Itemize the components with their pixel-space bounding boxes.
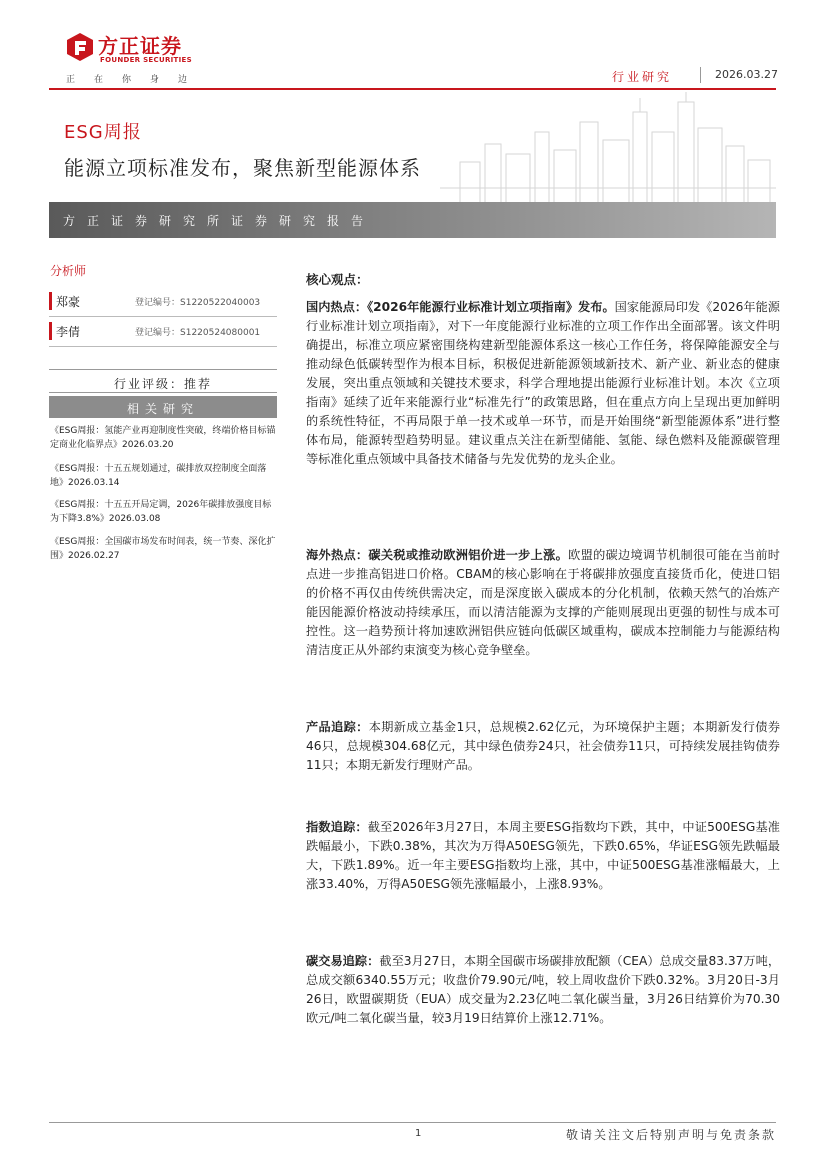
section-body: 截至3月27日，本期全国碳市场碳排放配额（CEA）总成交量83.37万吨，总成交额6340.55万元；收盘价79.90元/吨，较上周收盘价下跌0.32%。3月20日-3月26日，欧盟碳期货（EUA）成交量为2.23亿吨二氧化碳当量，3月26日结算价为70.30欧元/吨二氧化碳当量，较3月19日结算价上涨12.71%。	[306, 954, 781, 1025]
analyst-divider	[49, 316, 277, 317]
city-skyline-illustration	[440, 92, 776, 204]
section-domestic-hotspot	[306, 298, 780, 469]
section-lead: 碳交易追踪：	[306, 954, 380, 968]
related-report-link[interactable]: 《ESG周报：氢能产业再迎制度性突破，终端价格目标锚定商业化临界点》2026.03.20	[50, 426, 276, 450]
related-report-link[interactable]: 《ESG周报：十五五规划通过，碳排放双控制度全面落地》2026.03.14	[50, 464, 267, 488]
analyst-divider	[49, 346, 277, 347]
analyst-heading: 分析师	[50, 264, 87, 278]
slogan: 正在你身边	[66, 75, 207, 85]
section-lead: 指数追踪：	[306, 820, 368, 834]
section-overseas-hotspot	[306, 546, 780, 660]
section-body: 本期新成立基金1只，总规模2.62亿元，为环境保护主题；本期新发行债券46只，总规模304.68亿元，其中绿色债券24只，社会债券11只，可持续发展挂钩债券11只；本期无新发行理财产品。	[306, 720, 781, 772]
disclaimer-note: 敬请关注文后特别声明与免责条款	[565, 1128, 776, 1142]
report-date: 2026.03.27	[715, 68, 778, 81]
related-report-link[interactable]: 《ESG周报：全国碳市场发布时间表，统一节奏、深化扩围》2026.02.27	[50, 537, 276, 561]
logo-chinese-name: 方正证券	[98, 34, 182, 58]
page-number: 1	[415, 1128, 422, 1139]
header-separator	[700, 67, 701, 83]
section-body: 国家能源局印发《2026年能源行业标准计划立项指南》，对下一年度能源行业标准的立项工作作出全面部署。该文件明确提出，标准立项应紧密围绕构建新型能源体系这一核心工作任务，将保障能源安全与推动绿色低碳转型作为根本目标，积极促进新能源领域新技术、新产业、新业态的健康发展，突出重点领域和关键技术要求，科学合理地提出能源行业标准计划。本次《立项指南》延续了近年来能源行业“标准先行”的政策思路，但在重点方向上呈现出更加鲜明的系统性特征，不再局限于单一技术或单一环节，而是开始围绕“新型能源体系”进行整体布局，能源转型趋势明显。建议重点关注在新型储能、氢能、绿色燃料及能源碳管理等标准化重点领域中具备技术储备与先发优势的龙头企业。	[306, 300, 780, 466]
analyst-entry	[49, 320, 277, 344]
company-logo	[66, 30, 206, 70]
header-rule	[49, 88, 776, 90]
analyst-name: 李倩	[56, 325, 81, 339]
report-title: 能源立项标准发布，聚焦新型能源体系	[64, 156, 421, 180]
report-category: 行业研究	[612, 70, 673, 84]
banner-text: 方正证券研究所证券研究报告	[63, 214, 376, 228]
analyst-marker	[49, 292, 52, 310]
section-lead: 产品追踪：	[306, 720, 369, 734]
section-lead: 海外热点：碳关税或推动欧洲铝价进一步上涨。	[306, 548, 569, 562]
founder-logo-icon	[66, 32, 94, 62]
footer-rule	[49, 1122, 776, 1123]
related-research-title: 相关研究	[126, 402, 199, 416]
analyst-marker	[49, 322, 52, 340]
analyst-entry	[49, 290, 277, 314]
report-type: ESG周报	[64, 122, 142, 143]
core-views-heading: 核心观点：	[306, 272, 369, 287]
analyst-registration: 登记编号：S1220524080001	[135, 328, 261, 338]
section-body: 截至2026年3月27日，本周主要ESG指数均下跌，其中，中证500ESG基准跌幅最小，下跌0.38%，其次为万得A50ESG领先，下跌0.65%，华证ESG领先跌幅最大，下跌1.89%。近一年主要ESG指数均上涨，其中，中证500ESG基准涨幅最大，上涨33.40%，万得A50ESG领先涨幅最小，上涨8.93%。	[306, 820, 780, 891]
section-product-tracking	[306, 718, 780, 775]
related-report-link[interactable]: 《ESG周报：十五五开局定调，2026年碳排放强度目标为下降3.8%》2026.03.08	[50, 500, 272, 524]
logo-english-name: FOUNDER SECURITIES	[100, 56, 192, 64]
section-lead: 国内热点：《2026年能源行业标准计划立项指南》发布。	[306, 300, 615, 314]
industry-rating	[49, 369, 277, 393]
analyst-name: 郑豪	[56, 295, 81, 309]
section-index-tracking	[306, 818, 780, 894]
related-research-heading	[49, 396, 277, 418]
analyst-registration: 登记编号：S1220522040003	[135, 298, 261, 308]
rating-text: 行业评级：推荐	[113, 377, 212, 391]
institute-banner	[49, 202, 776, 238]
section-carbon-trading	[306, 952, 780, 1028]
section-body: 欧盟的碳边境调节机制很可能在当前时点进一步推高铝进口价格。CBAM的核心影响在于将碳排放强度直接货币化，使进口铝的价格不再仅由传统供需决定，而是深度嵌入碳成本的分化机制，依赖天然气的冶炼产能因能源价格波动持续承压，而以清洁能源为支撑的产能则展现出更强的韧性与成本可控性。这一趋势预计将加速欧洲铝供应链向低碳区域重构，碳成本控制能力与能源结构清洁度正从外部约束演变为核心竞争壁垒。	[306, 548, 780, 657]
